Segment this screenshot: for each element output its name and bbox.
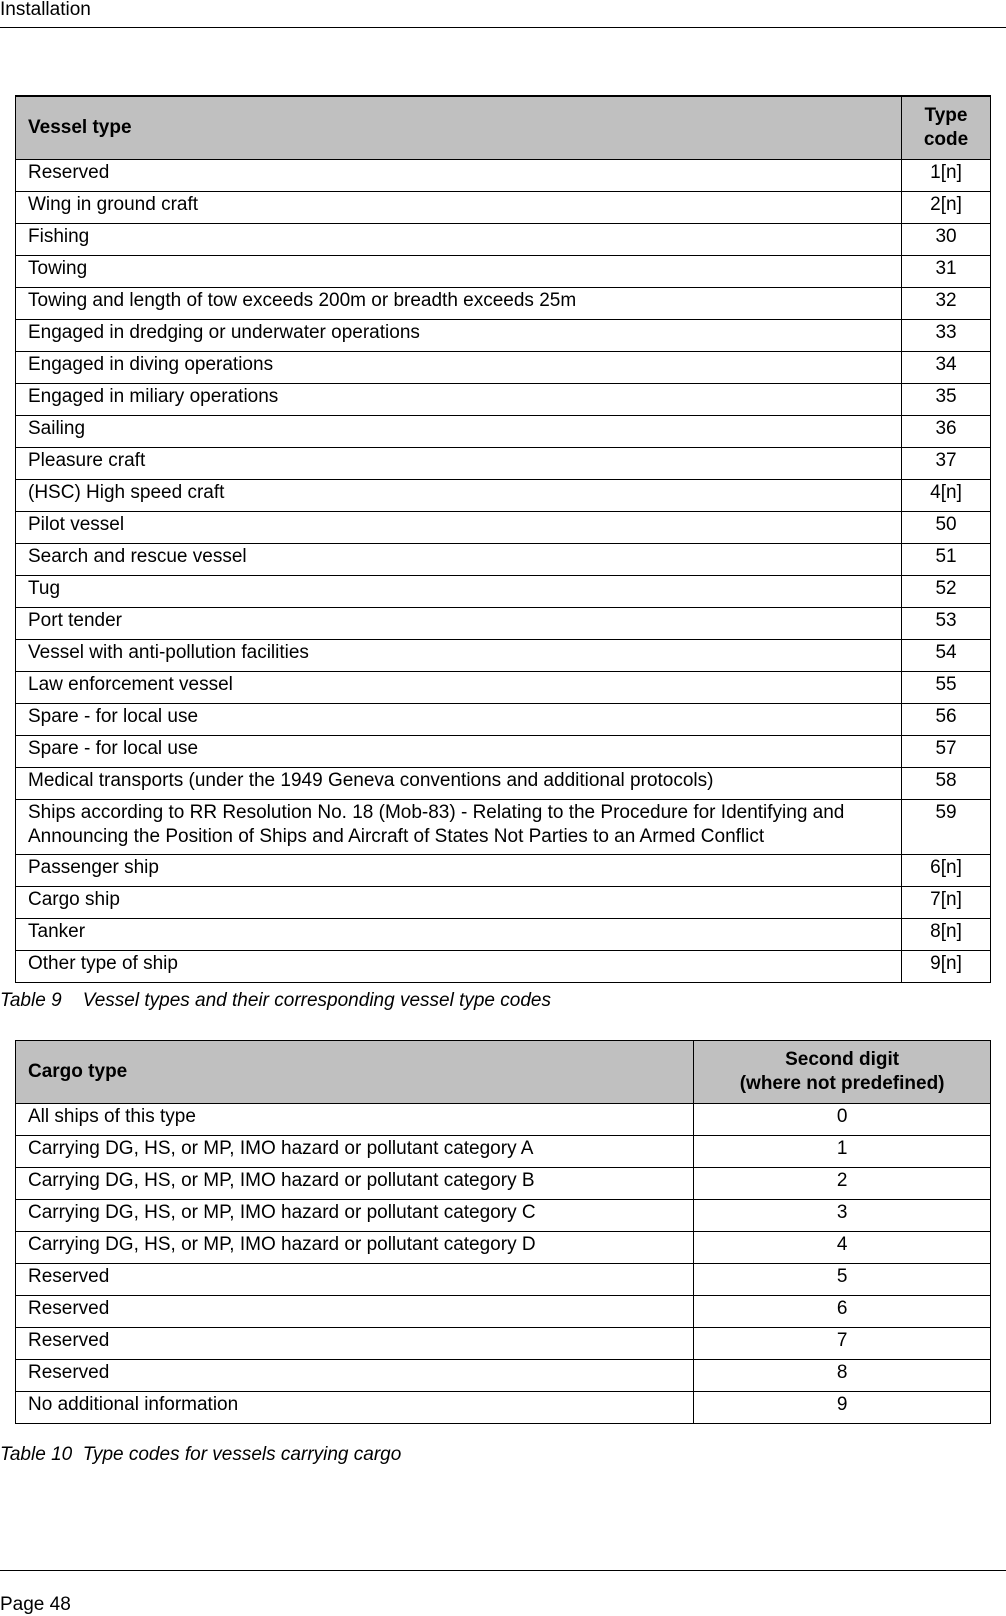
cargo-type-cell: Reserved <box>16 1360 694 1392</box>
type-code-cell: 56 <box>902 704 991 736</box>
table-row <box>16 768 991 800</box>
type-code-cell: 6[n] <box>902 855 991 887</box>
vessel-type-cell: Cargo ship <box>16 887 902 919</box>
type-code-cell: 33 <box>902 320 991 352</box>
table-row <box>16 448 991 480</box>
type-code-cell: 59 <box>902 800 991 855</box>
vessel-type-cell: Engaged in dredging or underwater operations <box>16 320 902 352</box>
cargo-type-cell: Reserved <box>16 1296 694 1328</box>
cargo-type-cell: Carrying DG, HS, or MP, IMO hazard or pollutant category A <box>16 1136 694 1168</box>
column-header-vessel-type: Vessel type <box>16 96 902 160</box>
type-code-cell: 55 <box>902 672 991 704</box>
table-row <box>16 320 991 352</box>
vessel-type-cell: Fishing <box>16 224 902 256</box>
second-digit-cell: 9 <box>694 1392 991 1424</box>
cargo-type-cell: Carrying DG, HS, or MP, IMO hazard or pollutant category D <box>16 1232 694 1264</box>
second-digit-cell: 6 <box>694 1296 991 1328</box>
cargo-type-cell: Carrying DG, HS, or MP, IMO hazard or pollutant category B <box>16 1168 694 1200</box>
table-row <box>16 160 991 192</box>
second-digit-cell: 7 <box>694 1328 991 1360</box>
column-header-type-code <box>902 96 991 160</box>
cargo-type-cell: All ships of this type <box>16 1104 694 1136</box>
table-row <box>16 672 991 704</box>
table-row <box>16 1200 991 1232</box>
vessel-type-cell: Law enforcement vessel <box>16 672 902 704</box>
type-code-cell: 34 <box>902 352 991 384</box>
table-row <box>16 951 991 983</box>
table-row <box>16 800 991 855</box>
cargo-type-cell: Reserved <box>16 1264 694 1296</box>
table-row <box>16 736 991 768</box>
second-digit-cell: 0 <box>694 1104 991 1136</box>
type-code-cell: 9[n] <box>902 951 991 983</box>
page-number: Page 48 <box>0 1594 71 1615</box>
vessel-type-cell: Towing and length of tow exceeds 200m or breadth exceeds 25m <box>16 288 902 320</box>
cargo-type-cell: Carrying DG, HS, or MP, IMO hazard or pollutant category C <box>16 1200 694 1232</box>
column-header-second-digit <box>694 1041 991 1104</box>
table-row <box>16 919 991 951</box>
type-code-cell: 51 <box>902 544 991 576</box>
vessel-type-table <box>15 95 991 983</box>
vessel-type-cell: Search and rescue vessel <box>16 544 902 576</box>
second-digit-cell: 1 <box>694 1136 991 1168</box>
table-row <box>16 1104 991 1136</box>
table-row <box>16 1264 991 1296</box>
table-10-caption: Table 10 Type codes for vessels carrying cargo <box>0 1444 402 1465</box>
type-code-cell: 37 <box>902 448 991 480</box>
vessel-type-cell: Engaged in diving operations <box>16 352 902 384</box>
vessel-type-cell: Spare - for local use <box>16 704 902 736</box>
cargo-type-table <box>15 1040 991 1424</box>
table-header-row <box>16 96 991 160</box>
second-digit-cell: 5 <box>694 1264 991 1296</box>
vessel-type-cell: Tug <box>16 576 902 608</box>
type-code-cell: 4[n] <box>902 480 991 512</box>
vessel-type-cell: Ships according to RR Resolution No. 18 (Mob-83) - Relating to the Procedure for Identifying and Announcing the Position of Ships and Aircraft of States Not Parties to an Armed Conflict <box>16 800 902 855</box>
table-row <box>16 544 991 576</box>
vessel-type-cell: Pleasure craft <box>16 448 902 480</box>
table-row <box>16 1360 991 1392</box>
type-code-cell: 8[n] <box>902 919 991 951</box>
table-row <box>16 1328 991 1360</box>
vessel-type-cell: Medical transports (under the 1949 Geneva conventions and additional protocols) <box>16 768 902 800</box>
vessel-type-cell: Engaged in miliary operations <box>16 384 902 416</box>
type-code-cell: 2[n] <box>902 192 991 224</box>
second-digit-cell: 8 <box>694 1360 991 1392</box>
type-code-cell: 36 <box>902 416 991 448</box>
table-row <box>16 576 991 608</box>
table-row <box>16 1392 991 1424</box>
table-row <box>16 1232 991 1264</box>
table-row <box>16 512 991 544</box>
type-code-cell: 32 <box>902 288 991 320</box>
vessel-type-cell: Passenger ship <box>16 855 902 887</box>
table-row <box>16 416 991 448</box>
table-row <box>16 855 991 887</box>
table-row <box>16 224 991 256</box>
type-code-cell: 1[n] <box>902 160 991 192</box>
vessel-type-cell: Vessel with anti-pollution facilities <box>16 640 902 672</box>
type-code-cell: 7[n] <box>902 887 991 919</box>
page-header-title: Installation <box>0 0 91 20</box>
table-row <box>16 256 991 288</box>
type-code-cell: 57 <box>902 736 991 768</box>
type-code-cell: 53 <box>902 608 991 640</box>
vessel-type-cell: Wing in ground craft <box>16 192 902 224</box>
type-code-cell: 30 <box>902 224 991 256</box>
type-code-cell: 50 <box>902 512 991 544</box>
second-digit-label: Second digit <box>785 1049 900 1070</box>
cargo-type-cell: Reserved <box>16 1328 694 1360</box>
vessel-type-cell: Towing <box>16 256 902 288</box>
footer-rule <box>0 1570 1006 1571</box>
second-digit-sublabel: (where not predefined) <box>739 1073 945 1094</box>
vessel-type-cell: Pilot vessel <box>16 512 902 544</box>
table-row <box>16 1136 991 1168</box>
vessel-type-cell: Tanker <box>16 919 902 951</box>
type-code-header-word: Type <box>924 105 968 126</box>
vessel-type-cell: Other type of ship <box>16 951 902 983</box>
vessel-type-cell: Spare - for local use <box>16 736 902 768</box>
table-row <box>16 704 991 736</box>
vessel-type-cell: (HSC) High speed craft <box>16 480 902 512</box>
cargo-type-cell: No additional information <box>16 1392 694 1424</box>
vessel-type-cell: Port tender <box>16 608 902 640</box>
type-code-cell: 54 <box>902 640 991 672</box>
vessel-type-cell: Sailing <box>16 416 902 448</box>
type-code-cell: 35 <box>902 384 991 416</box>
column-header-cargo-type: Cargo type <box>16 1041 694 1104</box>
table-row <box>16 1168 991 1200</box>
table-row <box>16 640 991 672</box>
type-code-cell: 58 <box>902 768 991 800</box>
table-row <box>16 192 991 224</box>
vessel-type-cell: Reserved <box>16 160 902 192</box>
table-row <box>16 1296 991 1328</box>
table-row <box>16 608 991 640</box>
second-digit-cell: 3 <box>694 1200 991 1232</box>
second-digit-cell: 2 <box>694 1168 991 1200</box>
table-row <box>16 480 991 512</box>
table-row <box>16 384 991 416</box>
type-code-header-word: code <box>923 129 969 150</box>
table-row <box>16 288 991 320</box>
second-digit-cell: 4 <box>694 1232 991 1264</box>
type-code-cell: 52 <box>902 576 991 608</box>
table-row <box>16 352 991 384</box>
table-header-row <box>16 1041 991 1104</box>
table-9-caption: Table 9 Vessel types and their corresponding vessel type codes <box>0 990 551 1011</box>
table-row <box>16 887 991 919</box>
type-code-cell: 31 <box>902 256 991 288</box>
header-rule <box>0 27 1006 28</box>
